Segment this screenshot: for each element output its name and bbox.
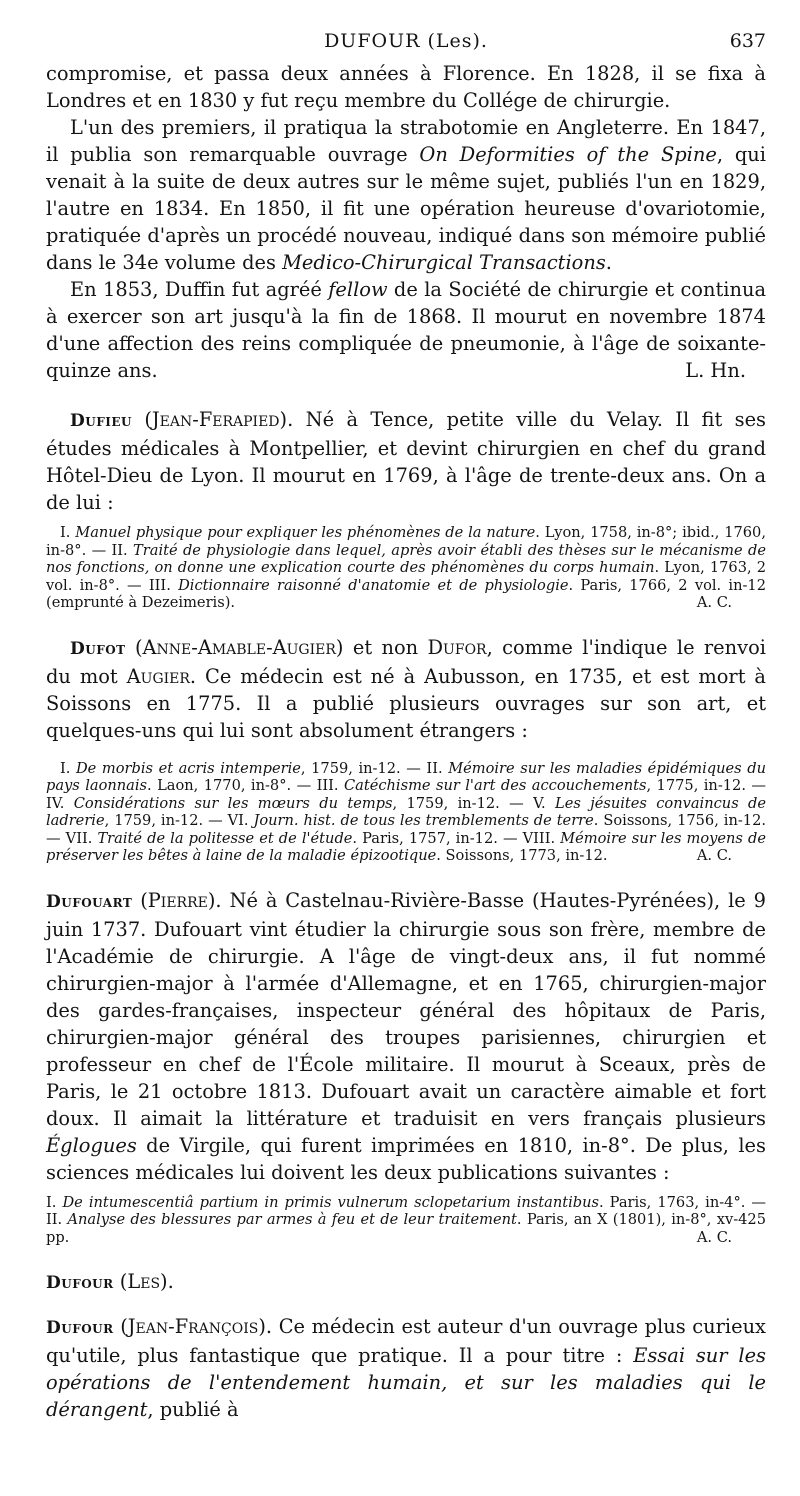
work-title: On Deformities of the Spine [419,143,717,166]
entry-headword: Dufot [70,638,126,659]
journal-title: Medico-Chirurgical Transactions [282,251,606,274]
entry-headword: Dufour [46,1318,114,1338]
entry-dufieu: Dufieu (Jean-Ferapied). Né à Tence, petite ville du Velay. Il fit ses études médicales à Montpellier, et devint chirurgien en chef du grand Hôtel-Dieu de Lyon. Il mourut en 1769, à l'âge de trente-deux ans. On a de lui : [46,408,767,514]
duffin-paragraph-1: compromise, et passa deux années à Florence. En 1828, il se fixa à Londres et en 1830 y fut reçu membre du Collége de chirurgie. [46,62,766,112]
running-header [46,30,766,56]
bibliography-dufieu: I. Manuel physique pour expliquer les phénomènes de la nature. Lyon, 1758, in-8°; ibid., 1760, in-8°. — II. Traité de physiologie dans lequel, après avoir établi des thèses sur le mécanisme de nos fonctions, on donne une explication courte des phénomènes du corps humain. Lyon, 1763, 2 vol. in-8°. — III. Dictionnaire raisonné d'anatomie et de physiologie. Paris, 1766, 2 vol. in-12 (emprunté à Dezeimeris). A. C. [46,524,767,611]
entry-dufouart: Dufouart (Pierre). Né à Castelnau-Rivière-Basse (Hautes-Pyrénées), le 9 juin 1737. Dufouart vint étudier la chirurgie sous son frère, membre de l'Académie de chirurgie. A l'âge de vingt-deux ans, il fut nommé chirurgien-major à l'armée d'Allemagne, et en 1765, chirurgien-major des gardes-françaises, inspecteur général des hôpitaux de Paris, chirurgien-major général des troupes parisiennes, chirurgien et professeur en chef de l'École militaire. Il mourut à Sceaux, près de Paris, le 21 octobre 1813. Dufouart avait un caractère aimable et fort doux. Il aimait la littérature et traduisit en vers français plusieurs Églogues de Virgile, qui furent imprimées en 1810, in-8°. De plus, les sciences médicales lui doivent les deux publications suivantes : [46,888,766,1184]
entry-name: (Jean-Ferapied). [144,408,294,431]
author-signature: A. C. [696,1228,732,1246]
bibliography-dufouart: I. De intumescentiâ partium in primis vulnerum sclopetarium instantibus. Paris, 1763, in-4°. — II. Analyse des blessures par armes à feu et de leur traitement. Paris, an X (1801), in-8°, xv-425 pp. A. C. [46,1193,767,1246]
duffin-paragraph-2: L'un des premiers, il pratiqua la strabotomie en Angleterre. En 1847, il publia son remarquable ouvrage On Deformities of the Spine, qui venait à la suite de deux autres sur le même sujet, publiés l'un en 1829, l'autre en 1834. En 1850, il fit une opération heureuse d'ovariotomie, pratiquée d'après un procédé nouveau, indiqué dans son mémoire publié dans le 34e volume des Medico-Chirurgical Transactions. [46,116,766,274]
entry-dufour-jean-francois: Dufour (Jean-François). Ce médecin est auteur d'un ouvrage plus curieux qu'utile, plus fantastique que pratique. Il a pour titre : Essai sur les opérations de l'entendement humain, et sur les maladies qui le dérangent, publié à [46,1315,766,1421]
entry-name: (Jean-François). [120,1315,273,1338]
entry-dufot: Dufot (Anne-Amable-Augier) et non Dufor, comme l'indique le renvoi du mot Augier. Ce médecin est né à Aubusson, en 1735, et est mort à Soissons en 1775. Il a publié plusieurs ouvrages sur son art, et quelques-uns qui lui sont absolument étrangers : [46,635,766,742]
entry-headword: Dufieu [70,411,132,431]
entry-name: (Anne-Amable-Augier) [134,635,344,659]
duffin-paragraph-3: En 1853, Duffin fut agréé fellow de la Société de chirurgie et continua à exercer son art jusqu'à la fin de 1868. Il mourut en novembre 1874 d'une affection des reins compliquée de pneumonie, à l'âge de soixante-quinze ans. L. Hn. [46,278,767,382]
running-title: DUFOUR (Les). [324,30,488,52]
work-title: Essai sur les opérations de l'entendement humain, et sur les maladies qui le dérangent [46,1344,766,1421]
entry-headword: Dufouart [46,891,133,912]
author-signature: A. C. [696,847,732,864]
author-signature: A. C. [696,594,732,611]
page-body [46,60,766,1423]
author-signature: L. Hn. [685,359,746,382]
bibliography-dufot: I. De morbis et acris intemperie, 1759, in-12. — II. Mémoire sur les maladies épidémiques du pays laonnais. Laon, 1770, in-8°. — III. Catéchisme sur l'art des accouchements, 1775, in-12. — IV. Considérations sur les mœurs du temps, 1759, in-12. — V. Les jésuites convaincus de ladrerie, 1759, in-12. — VI. Journ. hist. de tous les tremblements de terre. Soissons, 1756, in-12. — VII. Traité de la politesse et de l'étude. Paris, 1757, in-12. — VIII. Mémoire sur les moyens de préserver les bêtes à laine de la maladie épizootique. Soissons, 1773, in-12. A. C. [46,759,766,864]
entry-headword: Dufour [46,1273,114,1293]
entry-name: (Pierre). [140,888,222,912]
entry-dufour-les: Dufour (Les). [46,1270,174,1293]
page-number: 637 [729,30,766,52]
